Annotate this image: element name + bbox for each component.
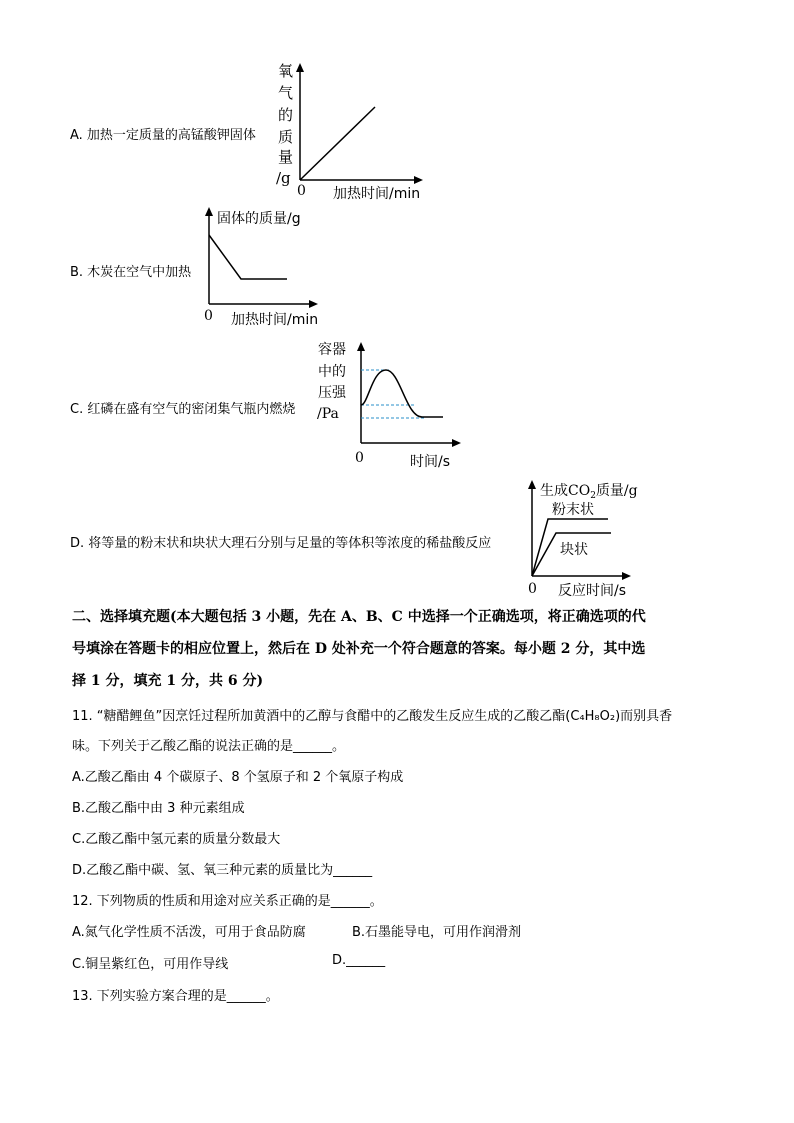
graph-a-origin: 0 [297,183,306,199]
graph-c-xlabel: 时间/s [410,454,451,470]
graph-b-y-arrow [205,207,213,216]
q11-stem-line1: 11. “糖醋鲤鱼”因烹饪过程所加黄酒中的乙醇与食醋中的乙酸发生反应生成的乙酸乙酯(C₄H₈O₂)而别具香 [72,709,673,724]
option-c-text: C. 红磷在盛有空气的密闭集气瓶内燃烧 [70,402,296,417]
svg-text:容器: 容器 [318,342,346,358]
graph-d-label-block: 块状 [560,542,588,558]
q11-option-c: C.乙酸乙酯中氢元素的质量分数最大 [72,832,281,847]
graph-a-ylabel [276,62,293,187]
graph-d-x-arrow [622,572,631,580]
graph-d-y-arrow [528,480,536,489]
svg-text:的: 的 [278,106,294,124]
graph-b-curve [209,235,287,279]
graph-c-y-arrow [357,342,365,351]
svg-text:氧: 氧 [278,62,294,80]
svg-text:质: 质 [278,128,294,146]
svg-text:中的: 中的 [318,364,346,380]
q12-option-d: D.______ [332,953,386,968]
graph-c-x-arrow [452,439,461,447]
q12-option-c: C.铜呈紫红色，可用作导线 [72,957,229,972]
svg-text:气: 气 [278,84,294,102]
graph-d-origin: 0 [528,581,537,597]
graph-a [270,58,460,208]
q12-option-b: B.石墨能导电，可用作润滑剂 [352,925,522,940]
graph-a-xlabel: 加热时间/min [333,186,421,202]
graph-b-xlabel: 加热时间/min [231,312,319,328]
q11-stem-line2: 味。下列关于乙酸乙酯的说法正确的是______。 [72,739,346,754]
svg-text:压强: 压强 [318,385,346,401]
section2-line2: 号填涂在答题卡的相应位置上，然后在 D 处补充一个符合题意的答案。每小题 2 分，其中选 [72,641,646,657]
q11-option-b: B.乙酸乙酯中由 3 种元素组成 [72,801,245,816]
svg-text:/Pa: /Pa [317,406,339,422]
section2-line3: 择 1 分，填充 1 分，共 6 分) [72,673,264,689]
graph-d-ylabel: 生成$CO_2$质量/g [540,483,638,501]
graph-c-origin: 0 [355,450,364,466]
graph-d-label-powder: 粉末状 [552,502,594,518]
graph-b-x-arrow [309,300,318,308]
graph-a-y-arrow [296,63,304,72]
q11-option-d: D.乙酸乙酯中碳、氢、氧三种元素的质量比为______ [72,863,373,878]
option-d-text: D. 将等量的粉末状和块状大理石分别与足量的等体积等浓度的稀盐酸反应 [70,536,492,551]
graph-a-x-arrow [414,176,423,184]
graph-a-curve [300,107,375,180]
q13-stem: 13. 下列实验方案合理的是______。 [72,989,279,1004]
graph-b [195,200,355,335]
q11-option-a: A.乙酸乙酯由 4 个碳原子、8 个氢原子和 2 个氧原子构成 [72,770,404,785]
graph-c [310,335,470,475]
svg-text:/g: /g [276,169,291,187]
graph-b-ylabel: 固体的质量/g [217,211,301,227]
graph-b-origin: 0 [204,308,213,324]
section2-line1: 二、选择填充题(本大题包括 3 小题，先在 A、B、C 中选择一个正确选项，将正确选项的代 [72,609,646,625]
graph-d [520,472,670,604]
q12-stem: 12. 下列物质的性质和用途对应关系正确的是______。 [72,894,383,909]
option-a-text: A. 加热一定质量的高锰酸钾固体 [70,128,256,143]
graph-d-xlabel: 反应时间/s [558,583,627,599]
q12-option-a: A.氮气化学性质不活泼，可用于食品防腐 [72,925,306,940]
graph-c-curve [361,370,443,417]
option-b-text: B. 木炭在空气中加热 [70,265,192,280]
svg-text:量: 量 [278,148,294,166]
graph-c-ylabel [317,342,347,422]
